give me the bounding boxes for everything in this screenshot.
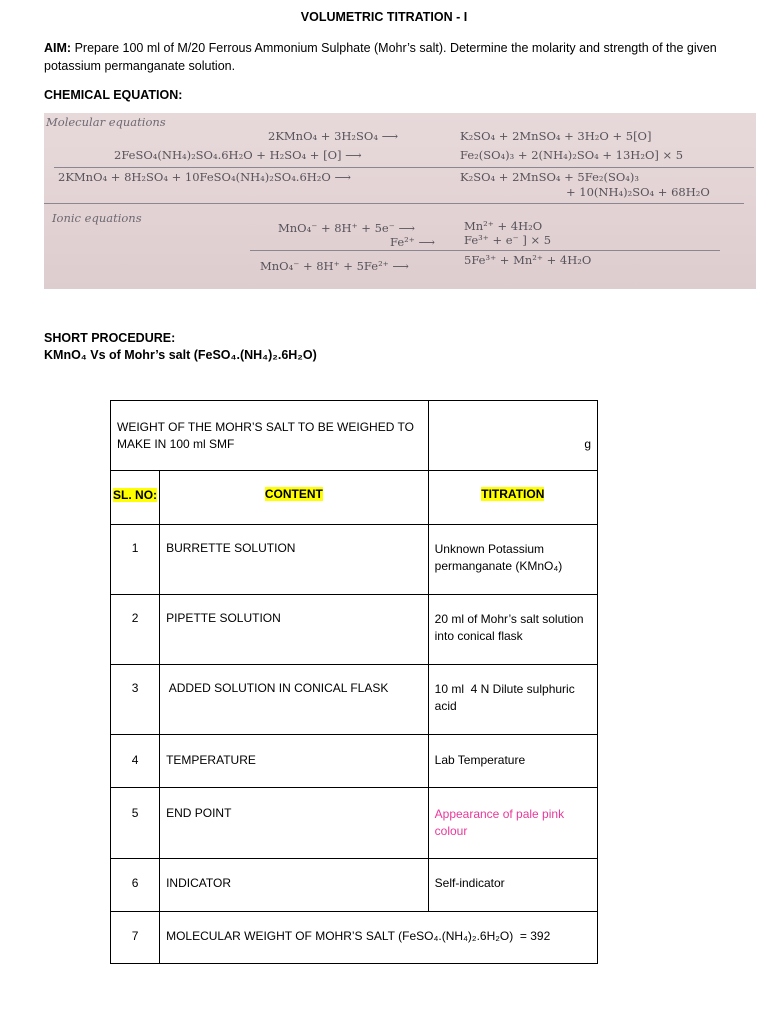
table-row	[111, 735, 598, 788]
row-content: ADDED SOLUTION IN CONICAL FLASK	[160, 665, 429, 735]
row-titration: 20 ml of Mohr’s salt solution into conical flask	[428, 595, 597, 665]
ion-eq3-lhs: MnO₄⁻ + 8H⁺ + 5Fe²⁺ ⟶	[260, 259, 409, 273]
mol-eq2-lhs: 2FeSO₄(NH₄)₂SO₄.6H₂O + H₂SO₄ + [O] ⟶	[114, 148, 362, 162]
row-sl: 7	[111, 912, 160, 964]
section-divider	[44, 203, 744, 204]
molecular-weight-text: MOLECULAR WEIGHT OF MOHR’S SALT (FeSO₄.(NH₄)₂.6H₂O) = 392	[160, 912, 598, 964]
row-sl: 5	[111, 788, 160, 859]
titration-header: TITRATION	[481, 487, 545, 501]
row-titration-end-point: Appearance of pale pink colour	[428, 788, 597, 859]
ion-eq2-lhs: Fe²⁺ ⟶	[390, 235, 435, 249]
aim-paragraph	[44, 39, 744, 75]
sl-no-header: SL. NO:	[113, 488, 158, 502]
aim-label: AIM:	[44, 41, 72, 55]
chemical-equation-heading: CHEMICAL EQUATION:	[44, 88, 183, 102]
titration-subheading: KMnO₄ Vs of Mohr’s salt (FeSO₄.(NH₄)₂.6H₂O)	[44, 348, 317, 362]
molecular-equations-label: Molecular equations	[46, 115, 166, 129]
table-row	[111, 595, 598, 665]
sum-line-2	[250, 250, 720, 251]
row-sl: 3	[111, 665, 160, 735]
weight-row	[111, 401, 598, 471]
aim-text: Prepare 100 ml of M/20 Ferrous Ammonium Sulphate (Mohr’s salt). Determine the molarity and strength of the given potassium permanganate solution.	[44, 41, 717, 73]
final-row	[111, 912, 598, 964]
row-sl: 6	[111, 859, 160, 912]
row-sl: 1	[111, 525, 160, 595]
procedure-table	[110, 400, 598, 964]
row-titration: Lab Temperature	[428, 735, 597, 788]
table-row	[111, 525, 598, 595]
row-content: TEMPERATURE	[160, 735, 429, 788]
ion-eq1-rhs: Mn²⁺ + 4H₂O	[464, 219, 543, 233]
mol-eq3-rhs-cont: + 10(NH₄)₂SO₄ + 68H₂O	[566, 185, 710, 199]
row-sl: 2	[111, 595, 160, 665]
ion-eq3-rhs: 5Fe³⁺ + Mn²⁺ + 4H₂O	[464, 253, 592, 267]
ionic-equations-label: Ionic equations	[52, 211, 142, 225]
mol-eq1-lhs: 2KMnO₄ + 3H₂SO₄ ⟶	[268, 129, 399, 143]
short-procedure-heading: SHORT PROCEDURE:	[44, 331, 176, 345]
row-content: PIPETTE SOLUTION	[160, 595, 429, 665]
page-title: VOLUMETRIC TITRATION - I	[300, 10, 468, 24]
row-content: INDICATOR	[160, 859, 429, 912]
row-content: BURRETTE SOLUTION	[160, 525, 429, 595]
mol-eq1-rhs: K₂SO₄ + 2MnSO₄ + 3H₂O + 5[O]	[460, 129, 652, 143]
weight-unit: g	[428, 401, 597, 471]
row-content: END POINT	[160, 788, 429, 859]
row-titration: 10 ml 4 N Dilute sulphuric acid	[428, 665, 597, 735]
header-row	[111, 471, 598, 525]
mol-eq3-rhs: K₂SO₄ + 2MnSO₄ + 5Fe₂(SO₄)₃	[460, 170, 640, 184]
table-row	[111, 788, 598, 859]
table-row	[111, 859, 598, 912]
content-header: CONTENT	[264, 487, 323, 501]
equations-photo	[44, 113, 756, 289]
weight-label: WEIGHT OF THE MOHR’S SALT TO BE WEIGHED TO MAKE IN 100 ml SMF	[111, 401, 429, 471]
ion-eq1-lhs: MnO₄⁻ + 8H⁺ + 5e⁻ ⟶	[278, 221, 415, 235]
mol-eq2-rhs: Fe₂(SO₄)₃ + 2(NH₄)₂SO₄ + 13H₂O] × 5	[460, 148, 684, 162]
row-titration: Unknown Potassium permanganate (KMnO₄)	[428, 525, 597, 595]
ion-eq2-rhs: Fe³⁺ + e⁻ ] × 5	[464, 233, 552, 247]
row-sl: 4	[111, 735, 160, 788]
sum-line-1	[54, 167, 754, 168]
mol-eq3-lhs: 2KMnO₄ + 8H₂SO₄ + 10FeSO₄(NH₄)₂SO₄.6H₂O ⟶	[58, 170, 351, 184]
table-row	[111, 665, 598, 735]
row-titration: Self-indicator	[428, 859, 597, 912]
